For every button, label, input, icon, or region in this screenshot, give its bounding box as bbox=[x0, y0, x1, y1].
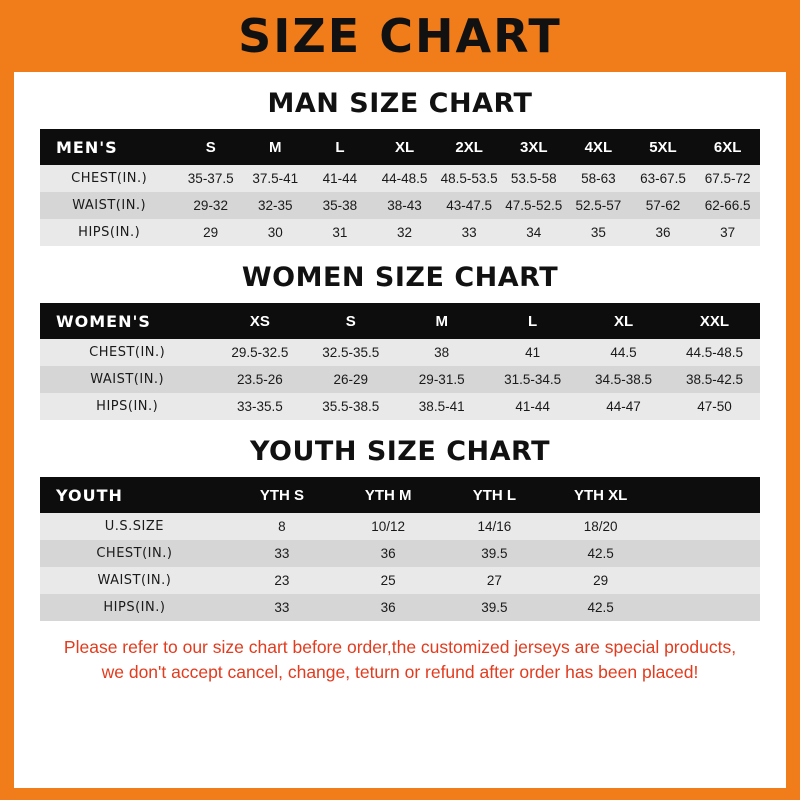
table-man-r1c5: 47.5-52.5 bbox=[501, 192, 566, 219]
table-youth-r1c2: 39.5 bbox=[441, 540, 547, 567]
header-band bbox=[0, 0, 800, 72]
table-youth bbox=[40, 477, 760, 621]
table-man-r2c1: 30 bbox=[243, 219, 308, 246]
table-man-r2c0: 29 bbox=[178, 219, 243, 246]
table-women-r2c0: 33-35.5 bbox=[214, 393, 305, 420]
table-women-r2c3: 41-44 bbox=[487, 393, 578, 420]
section-women bbox=[14, 262, 786, 420]
table-youth-row0-label: U.S.SIZE bbox=[40, 513, 229, 540]
table-row bbox=[40, 540, 760, 567]
table-man-col-2: L bbox=[308, 129, 373, 165]
table-youth-col-spacer bbox=[654, 477, 760, 513]
table-women-r1c5: 38.5-42.5 bbox=[669, 366, 760, 393]
table-youth-r2c1: 25 bbox=[335, 567, 441, 594]
table-women-col-2: M bbox=[396, 303, 487, 339]
table-man-col-4: 2XL bbox=[437, 129, 502, 165]
table-women-r0c0: 29.5-32.5 bbox=[214, 339, 305, 366]
table-man-r0c8: 67.5-72 bbox=[695, 165, 760, 192]
section-title-women: WOMEN SIZE CHART bbox=[241, 262, 559, 293]
table-youth-r3c0: 33 bbox=[229, 594, 335, 621]
table-man-r1c0: 29-32 bbox=[178, 192, 243, 219]
table-women-row0-label: CHEST(IN.) bbox=[40, 339, 214, 366]
table-youth-r0c2: 14/16 bbox=[441, 513, 547, 540]
table-youth-col-0: YTH S bbox=[229, 477, 335, 513]
table-women-r1c4: 34.5-38.5 bbox=[578, 366, 669, 393]
table-man-col-7: 5XL bbox=[631, 129, 696, 165]
table-youth-r1c3: 42.5 bbox=[548, 540, 654, 567]
table-man-r1c8: 62-66.5 bbox=[695, 192, 760, 219]
table-man-corner-label: MEN'S bbox=[40, 129, 178, 165]
table-youth-row1-label: CHEST(IN.) bbox=[40, 540, 229, 567]
table-women-r1c3: 31.5-34.5 bbox=[487, 366, 578, 393]
table-man-r0c2: 41-44 bbox=[308, 165, 373, 192]
footer-band bbox=[0, 788, 800, 800]
table-youth-r2c0: 23 bbox=[229, 567, 335, 594]
table-women-r0c4: 44.5 bbox=[578, 339, 669, 366]
table-man-r0c6: 58-63 bbox=[566, 165, 631, 192]
footer-note-line1: Please refer to our size chart before order,the customized jerseys are special products, bbox=[63, 637, 737, 657]
table-women-head bbox=[40, 303, 760, 339]
table-man-r2c3: 32 bbox=[372, 219, 437, 246]
table-man-col-0: S bbox=[178, 129, 243, 165]
table-youth-r1c-spacer bbox=[654, 540, 760, 567]
table-youth-head bbox=[40, 477, 760, 513]
table-man-r2c7: 36 bbox=[631, 219, 696, 246]
table-youth-r3c1: 36 bbox=[335, 594, 441, 621]
table-man-r0c5: 53.5-58 bbox=[501, 165, 566, 192]
table-header-row bbox=[40, 477, 760, 513]
section-man bbox=[14, 88, 786, 246]
table-man-r0c4: 48.5-53.5 bbox=[437, 165, 502, 192]
table-women-r2c1: 35.5-38.5 bbox=[305, 393, 396, 420]
table-youth-r2c-spacer bbox=[654, 567, 760, 594]
table-women-r0c3: 41 bbox=[487, 339, 578, 366]
section-title-youth: YOUTH SIZE CHART bbox=[249, 436, 551, 467]
table-women-col-0: XS bbox=[214, 303, 305, 339]
footer-note-line2: we don't accept cancel, change, teturn or refund after order has been placed! bbox=[101, 662, 699, 683]
table-youth-col-3: YTH XL bbox=[548, 477, 654, 513]
table-header-row bbox=[40, 129, 760, 165]
table-man-r2c8: 37 bbox=[695, 219, 760, 246]
table-man-row1-label: WAIST(IN.) bbox=[40, 192, 178, 219]
section-youth bbox=[14, 436, 786, 621]
table-man bbox=[40, 129, 760, 246]
table-women-r0c2: 38 bbox=[396, 339, 487, 366]
table-man-r1c6: 52.5-57 bbox=[566, 192, 631, 219]
table-youth-r3c-spacer bbox=[654, 594, 760, 621]
table-man-r0c3: 44-48.5 bbox=[372, 165, 437, 192]
table-women-col-4: XL bbox=[578, 303, 669, 339]
table-women-col-3: L bbox=[487, 303, 578, 339]
table-women-r2c2: 38.5-41 bbox=[396, 393, 487, 420]
table-youth-r0c0: 8 bbox=[229, 513, 335, 540]
table-youth-r3c3: 42.5 bbox=[548, 594, 654, 621]
table-women-r0c1: 32.5-35.5 bbox=[305, 339, 396, 366]
table-man-col-6: 4XL bbox=[566, 129, 631, 165]
table-women-row2-label: HIPS(IN.) bbox=[40, 393, 214, 420]
table-man-col-5: 3XL bbox=[501, 129, 566, 165]
table-youth-r2c3: 29 bbox=[548, 567, 654, 594]
table-women bbox=[40, 303, 760, 420]
table-man-col-3: XL bbox=[372, 129, 437, 165]
table-youth-corner-label: YOUTH bbox=[40, 477, 229, 513]
table-man-row0-label: CHEST(IN.) bbox=[40, 165, 178, 192]
table-women-r1c2: 29-31.5 bbox=[396, 366, 487, 393]
table-youth-r0c1: 10/12 bbox=[335, 513, 441, 540]
table-man-col-8: 6XL bbox=[695, 129, 760, 165]
table-women-r0c5: 44.5-48.5 bbox=[669, 339, 760, 366]
table-man-r1c1: 32-35 bbox=[243, 192, 308, 219]
table-youth-r1c1: 36 bbox=[335, 540, 441, 567]
table-row bbox=[40, 192, 760, 219]
table-women-r1c1: 26-29 bbox=[305, 366, 396, 393]
table-youth-row2-label: WAIST(IN.) bbox=[40, 567, 229, 594]
table-youth-r3c2: 39.5 bbox=[441, 594, 547, 621]
table-man-r0c7: 63-67.5 bbox=[631, 165, 696, 192]
footer-note bbox=[14, 635, 786, 686]
table-row bbox=[40, 567, 760, 594]
table-man-r1c3: 38-43 bbox=[372, 192, 437, 219]
table-women-col-5: XXL bbox=[669, 303, 760, 339]
table-women-r1c0: 23.5-26 bbox=[214, 366, 305, 393]
table-women-r2c5: 47-50 bbox=[669, 393, 760, 420]
table-man-head bbox=[40, 129, 760, 165]
table-header-row bbox=[40, 303, 760, 339]
table-women-row1-label: WAIST(IN.) bbox=[40, 366, 214, 393]
table-row bbox=[40, 219, 760, 246]
table-youth-r0c3: 18/20 bbox=[548, 513, 654, 540]
table-man-r0c1: 37.5-41 bbox=[243, 165, 308, 192]
table-row bbox=[40, 339, 760, 366]
table-youth-col-2: YTH L bbox=[441, 477, 547, 513]
table-women-r2c4: 44-47 bbox=[578, 393, 669, 420]
table-women-body bbox=[40, 339, 760, 420]
table-row bbox=[40, 393, 760, 420]
table-man-r2c4: 33 bbox=[437, 219, 502, 246]
table-man-r2c2: 31 bbox=[308, 219, 373, 246]
table-youth-col-1: YTH M bbox=[335, 477, 441, 513]
table-youth-r2c2: 27 bbox=[441, 567, 547, 594]
table-youth-r1c0: 33 bbox=[229, 540, 335, 567]
table-man-r2c6: 35 bbox=[566, 219, 631, 246]
table-man-row2-label: HIPS(IN.) bbox=[40, 219, 178, 246]
table-row bbox=[40, 513, 760, 540]
table-youth-body bbox=[40, 513, 760, 621]
table-man-r2c5: 34 bbox=[501, 219, 566, 246]
table-man-r1c4: 43-47.5 bbox=[437, 192, 502, 219]
table-man-r1c2: 35-38 bbox=[308, 192, 373, 219]
table-women-col-1: S bbox=[305, 303, 396, 339]
section-title-man: MAN SIZE CHART bbox=[267, 88, 533, 119]
table-man-r1c7: 57-62 bbox=[631, 192, 696, 219]
table-youth-r0c-spacer bbox=[654, 513, 760, 540]
table-man-r0c0: 35-37.5 bbox=[178, 165, 243, 192]
page-title: SIZE CHART bbox=[238, 9, 562, 63]
table-row bbox=[40, 165, 760, 192]
table-man-body bbox=[40, 165, 760, 246]
table-women-corner-label: WOMEN'S bbox=[40, 303, 214, 339]
table-row bbox=[40, 366, 760, 393]
table-man-col-1: M bbox=[243, 129, 308, 165]
table-youth-row3-label: HIPS(IN.) bbox=[40, 594, 229, 621]
table-row bbox=[40, 594, 760, 621]
